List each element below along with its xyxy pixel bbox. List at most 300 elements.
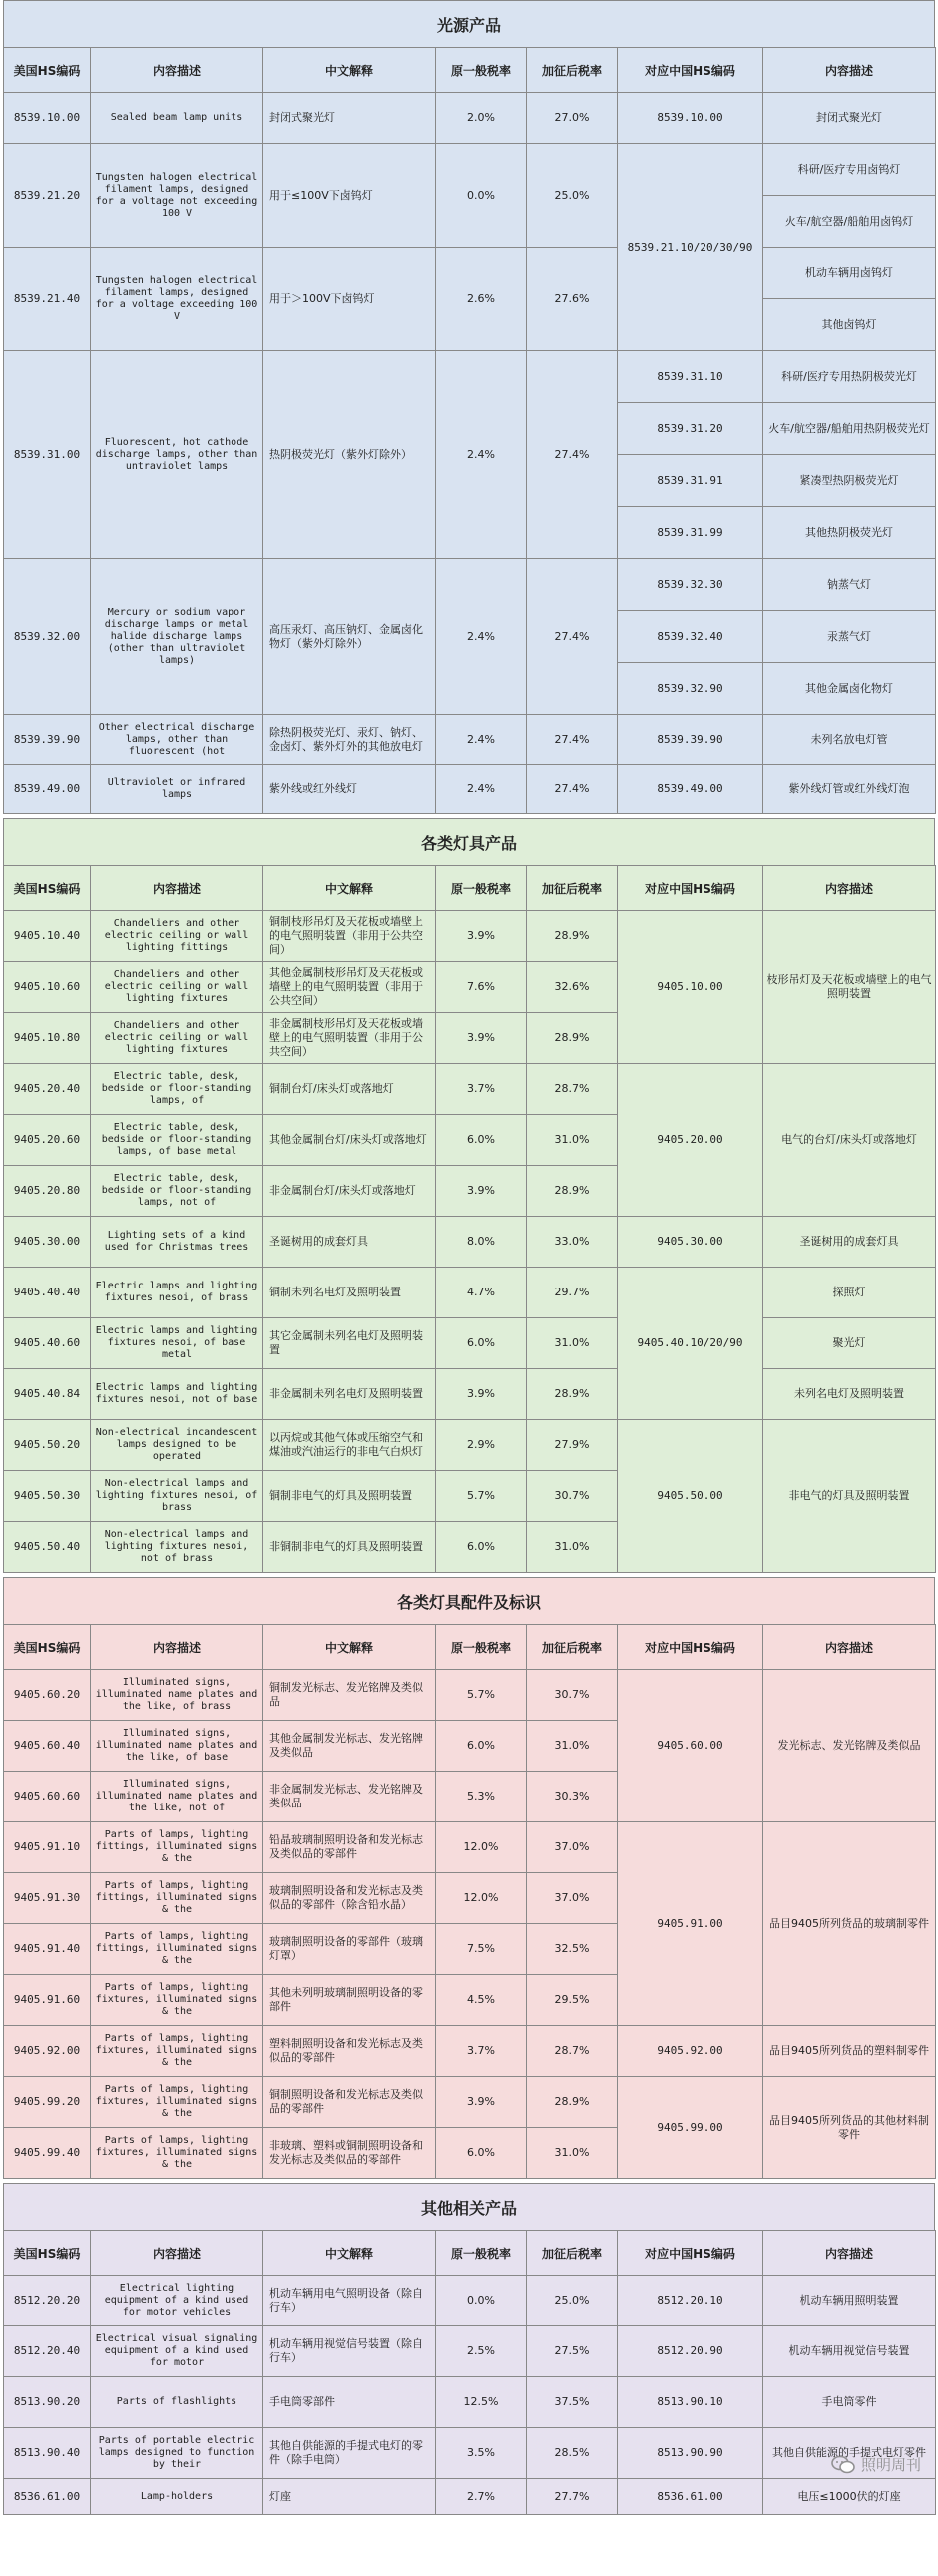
- header-new-rate: 加征后税率: [527, 1625, 618, 1670]
- us-hs-code: 9405.40.40: [4, 1268, 91, 1318]
- table-row: [4, 715, 936, 765]
- new-rate: 28.9%: [527, 911, 618, 962]
- cn-expl: 用于＞100V下卤钨灯: [263, 248, 436, 351]
- cn-expl: 非金属制台灯/床头灯或落地灯: [263, 1166, 436, 1217]
- table-row: [4, 144, 936, 196]
- cn-expl: 其他金属制台灯/床头灯或落地灯: [263, 1115, 436, 1166]
- new-rate: 27.5%: [527, 2326, 618, 2377]
- orig-rate: 3.9%: [436, 1013, 527, 1064]
- cn-expl: 铅晶玻璃制照明设备和发光标志及类似品的零部件: [263, 1822, 436, 1873]
- table-row: [4, 1318, 936, 1369]
- header-row: [4, 48, 936, 93]
- orig-rate: 12.0%: [436, 1822, 527, 1873]
- en-desc: Tungsten halogen electrical filament lamps, designed for a voltage exceeding 100 V: [91, 248, 263, 351]
- new-rate: 28.9%: [527, 2077, 618, 2128]
- cn-desc: 机动车辆用照明装置: [763, 2276, 936, 2326]
- en-desc: Chandeliers and other electric ceiling or wall lighting fixtures: [91, 1013, 263, 1064]
- cn-expl: 圣诞树用的成套灯具: [263, 1217, 436, 1268]
- new-rate: 31.0%: [527, 1522, 618, 1573]
- new-rate: 31.0%: [527, 1318, 618, 1369]
- header-desc: 内容描述: [91, 866, 263, 911]
- table-row: [4, 93, 936, 144]
- en-desc: Parts of lamps, lighting fittings, illuminated signs & the: [91, 1924, 263, 1975]
- us-hs-code: 9405.50.40: [4, 1522, 91, 1573]
- table-row: [4, 1268, 936, 1318]
- us-hs-code: 9405.20.60: [4, 1115, 91, 1166]
- header-desc: 内容描述: [91, 2231, 263, 2276]
- en-desc: Chandeliers and other electric ceiling or wall lighting fittings: [91, 911, 263, 962]
- en-desc: Parts of lamps, lighting fixtures, illuminated signs & the: [91, 2128, 263, 2179]
- cn-hs-code: 8539.10.00: [618, 93, 763, 144]
- header-cn-expl: 中文解释: [263, 1625, 436, 1670]
- us-hs-code: 9405.60.20: [4, 1670, 91, 1721]
- en-desc: Parts of lamps, lighting fittings, illuminated signs & the: [91, 1873, 263, 1924]
- cn-expl: 高压汞灯、高压钠灯、金属卤化物灯（紫外灯除外）: [263, 559, 436, 715]
- en-desc: Electric lamps and lighting fixtures nesoi, not of base: [91, 1369, 263, 1420]
- new-rate: 37.5%: [527, 2377, 618, 2428]
- new-rate: 28.9%: [527, 1013, 618, 1064]
- new-rate: 37.0%: [527, 1873, 618, 1924]
- en-desc: Lamp-holders: [91, 2479, 263, 2515]
- header-cn-desc: 内容描述: [763, 48, 936, 93]
- header-desc: 内容描述: [91, 48, 263, 93]
- header-cn-expl: 中文解释: [263, 48, 436, 93]
- orig-rate: 2.5%: [436, 2326, 527, 2377]
- cn-hs-code: 8539.31.99: [618, 507, 763, 559]
- cn-expl: 非铜制非电气的灯具及照明装置: [263, 1522, 436, 1573]
- cn-desc: 电气的台灯/床头灯或落地灯: [763, 1064, 936, 1217]
- cn-expl: 其它金属制未列名电灯及照明装置: [263, 1318, 436, 1369]
- orig-rate: 7.6%: [436, 962, 527, 1013]
- cn-expl: 铜制发光标志、发光铭牌及类似品: [263, 1670, 436, 1721]
- cn-desc: 钠蒸气灯: [763, 559, 936, 611]
- header-row: [4, 1625, 936, 1670]
- table-row: [4, 2026, 936, 2077]
- orig-rate: 6.0%: [436, 1522, 527, 1573]
- en-desc: Non-electrical incandescent lamps designed to be operated: [91, 1420, 263, 1471]
- orig-rate: 3.9%: [436, 1369, 527, 1420]
- new-rate: 29.5%: [527, 1975, 618, 2026]
- section-title: 其他相关产品: [3, 2183, 935, 2230]
- orig-rate: 4.7%: [436, 1268, 527, 1318]
- header-us-hs: 美国HS编码: [4, 2231, 91, 2276]
- en-desc: Ultraviolet or infrared lamps: [91, 765, 263, 814]
- cn-expl: 铜制照明设备和发光标志及类似品的零部件: [263, 2077, 436, 2128]
- cn-expl: 紫外线或红外线灯: [263, 765, 436, 814]
- cn-desc: 机动车辆用卤钨灯: [763, 248, 936, 299]
- en-desc: Other electrical discharge lamps, other than fluorescent (hot: [91, 715, 263, 765]
- header-orig-rate: 原一般税率: [436, 866, 527, 911]
- header-cn-desc: 内容描述: [763, 1625, 936, 1670]
- us-hs-code: 9405.99.20: [4, 2077, 91, 2128]
- cn-desc: 非电气的灯具及照明装置: [763, 1420, 936, 1573]
- us-hs-code: 9405.91.40: [4, 1924, 91, 1975]
- us-hs-code: 9405.40.60: [4, 1318, 91, 1369]
- en-desc: Parts of portable electric lamps designed to function by their: [91, 2428, 263, 2479]
- en-desc: Parts of lamps, lighting fittings, illuminated signs & the: [91, 1822, 263, 1873]
- cn-hs-code: 9405.91.00: [618, 1822, 763, 2026]
- cn-expl: 除热阴极荧光灯、汞灯、钠灯、金卤灯、紫外灯外的其他放电灯: [263, 715, 436, 765]
- us-hs-code: 8539.49.00: [4, 765, 91, 814]
- cn-expl: 铜制非电气的灯具及照明装置: [263, 1471, 436, 1522]
- en-desc: Parts of lamps, lighting fixtures, illuminated signs & the: [91, 2026, 263, 2077]
- section-other-products: [3, 2183, 935, 2515]
- new-rate: 32.5%: [527, 1924, 618, 1975]
- watermark: [831, 2454, 921, 2475]
- orig-rate: 3.9%: [436, 911, 527, 962]
- table-row: [4, 2377, 936, 2428]
- en-desc: Electric lamps and lighting fixtures nesoi, of brass: [91, 1268, 263, 1318]
- en-desc: Fluorescent, hot cathode discharge lamps, other than untraviolet lamps: [91, 351, 263, 559]
- cn-hs-code: 8513.90.10: [618, 2377, 763, 2428]
- cn-hs-code: 8539.49.00: [618, 765, 763, 814]
- en-desc: Parts of lamps, lighting fixtures, illuminated signs & the: [91, 1975, 263, 2026]
- table-row: [4, 2428, 936, 2479]
- en-desc: Sealed beam lamp units: [91, 93, 263, 144]
- cn-hs-code: 8539.32.30: [618, 559, 763, 611]
- cn-hs-code: 9405.20.00: [618, 1064, 763, 1217]
- us-hs-code: 8512.20.40: [4, 2326, 91, 2377]
- orig-rate: 6.0%: [436, 1115, 527, 1166]
- cn-desc: 其他自供能源的手提式电灯零件: [763, 2428, 936, 2479]
- section-lighting-fixtures: [3, 818, 935, 1573]
- cn-desc: 圣诞树用的成套灯具: [763, 1217, 936, 1268]
- table-row: [4, 2276, 936, 2326]
- new-rate: 31.0%: [527, 2128, 618, 2179]
- cn-expl: 非金属制枝形吊灯及天花板或墙壁上的电气照明装置（非用于公共空间）: [263, 1013, 436, 1064]
- cn-hs-code: 8539.21.10/20/30/90: [618, 144, 763, 351]
- orig-rate: 2.7%: [436, 2479, 527, 2515]
- header-cn-expl: 中文解释: [263, 866, 436, 911]
- new-rate: 27.4%: [527, 559, 618, 715]
- en-desc: Electric table, desk, bedside or floor-standing lamps, of: [91, 1064, 263, 1115]
- new-rate: 28.5%: [527, 2428, 618, 2479]
- orig-rate: 2.4%: [436, 351, 527, 559]
- cn-expl: 灯座: [263, 2479, 436, 2515]
- cn-hs-code: 8539.31.91: [618, 455, 763, 507]
- us-hs-code: 9405.92.00: [4, 2026, 91, 2077]
- new-rate: 28.9%: [527, 1369, 618, 1420]
- cn-expl: 塑料制照明设备和发光标志及类似品的零部件: [263, 2026, 436, 2077]
- table-row: [4, 2326, 936, 2377]
- us-hs-code: 8512.20.20: [4, 2276, 91, 2326]
- us-hs-code: 9405.60.40: [4, 1721, 91, 1772]
- new-rate: 30.3%: [527, 1772, 618, 1822]
- orig-rate: 2.4%: [436, 765, 527, 814]
- en-desc: Lighting sets of a kind used for Christmas trees: [91, 1217, 263, 1268]
- cn-desc: 品目9405所列货品的其他材料制零件: [763, 2077, 936, 2179]
- new-rate: 31.0%: [527, 1721, 618, 1772]
- cn-desc: 聚光灯: [763, 1318, 936, 1369]
- cn-desc: 未列名电灯及照明装置: [763, 1369, 936, 1420]
- new-rate: 37.0%: [527, 1822, 618, 1873]
- cn-desc: 汞蒸气灯: [763, 611, 936, 663]
- us-hs-code: 9405.60.60: [4, 1772, 91, 1822]
- table-row: [4, 765, 936, 814]
- us-hs-code: 9405.30.00: [4, 1217, 91, 1268]
- table-row: [4, 248, 936, 299]
- table-row: [4, 2479, 936, 2515]
- cn-expl: 机动车辆用视觉信号装置（除自行车）: [263, 2326, 436, 2377]
- en-desc: Parts of lamps, lighting fixtures, illuminated signs & the: [91, 2077, 263, 2128]
- header-cn-expl: 中文解释: [263, 2231, 436, 2276]
- cn-expl: 非玻璃、塑料或铜制照明设备和发光标志及类似品的零部件: [263, 2128, 436, 2179]
- cn-hs-code: 9405.30.00: [618, 1217, 763, 1268]
- us-hs-code: 9405.10.60: [4, 962, 91, 1013]
- new-rate: 27.9%: [527, 1420, 618, 1471]
- us-hs-code: 9405.50.30: [4, 1471, 91, 1522]
- en-desc: Electric table, desk, bedside or floor-standing lamps, not of: [91, 1166, 263, 1217]
- orig-rate: 2.4%: [436, 715, 527, 765]
- en-desc: Illuminated signs, illuminated name plates and the like, not of: [91, 1772, 263, 1822]
- us-hs-code: 8539.10.00: [4, 93, 91, 144]
- new-rate: 27.4%: [527, 351, 618, 559]
- us-hs-code: 9405.20.80: [4, 1166, 91, 1217]
- cn-expl: 以丙烷或其他气体或压缩空气和煤油或汽油运行的非电气白炽灯: [263, 1420, 436, 1471]
- orig-rate: 3.7%: [436, 1064, 527, 1115]
- us-hs-code: 9405.91.30: [4, 1873, 91, 1924]
- en-desc: Electrical visual signaling equipment of a kind used for motor: [91, 2326, 263, 2377]
- cn-desc: 其他热阴极荧光灯: [763, 507, 936, 559]
- en-desc: Tungsten halogen electrical filament lamps, designed for a voltage not exceeding 100 V: [91, 144, 263, 248]
- us-hs-code: 9405.50.20: [4, 1420, 91, 1471]
- orig-rate: 0.0%: [436, 2276, 527, 2326]
- cn-expl: 用于≤100V下卤钨灯: [263, 144, 436, 248]
- cn-expl: 热阴极荧光灯（紫外灯除外）: [263, 351, 436, 559]
- table-row: [4, 911, 936, 962]
- en-desc: Illuminated signs, illuminated name plates and the like, of brass: [91, 1670, 263, 1721]
- tariff-table: [3, 47, 936, 814]
- en-desc: Electric table, desk, bedside or floor-standing lamps, of base metal: [91, 1115, 263, 1166]
- cn-expl: 玻璃制照明设备和发光标志及类似品的零部件（除含铅水晶）: [263, 1873, 436, 1924]
- header-new-rate: 加征后税率: [527, 866, 618, 911]
- new-rate: 30.7%: [527, 1670, 618, 1721]
- orig-rate: 6.0%: [436, 2128, 527, 2179]
- header-orig-rate: 原一般税率: [436, 2231, 527, 2276]
- orig-rate: 0.0%: [436, 144, 527, 248]
- tariff-tables: [3, 0, 935, 2515]
- new-rate: 25.0%: [527, 144, 618, 248]
- watermark-text: 照明周刊: [860, 2456, 921, 2474]
- new-rate: 30.7%: [527, 1471, 618, 1522]
- cn-hs-code: 9405.10.00: [618, 911, 763, 1064]
- cn-desc: 电压≤1000伏的灯座: [763, 2479, 936, 2515]
- header-row: [4, 2231, 936, 2276]
- header-new-rate: 加征后税率: [527, 2231, 618, 2276]
- header-us-hs: 美国HS编码: [4, 866, 91, 911]
- cn-expl: 封闭式聚光灯: [263, 93, 436, 144]
- cn-expl: 机动车辆用电气照明设备（除自行车）: [263, 2276, 436, 2326]
- section-title: 光源产品: [3, 0, 935, 47]
- orig-rate: 3.9%: [436, 2077, 527, 2128]
- new-rate: 27.4%: [527, 715, 618, 765]
- cn-hs-code: 8536.61.00: [618, 2479, 763, 2515]
- en-desc: Electrical lighting equipment of a kind used for motor vehicles: [91, 2276, 263, 2326]
- cn-desc: 品目9405所列货品的塑料制零件: [763, 2026, 936, 2077]
- cn-desc: 手电筒零件: [763, 2377, 936, 2428]
- orig-rate: 7.5%: [436, 1924, 527, 1975]
- table-row: [4, 1217, 936, 1268]
- orig-rate: 3.5%: [436, 2428, 527, 2479]
- new-rate: 28.9%: [527, 1166, 618, 1217]
- new-rate: 27.0%: [527, 93, 618, 144]
- us-hs-code: 8539.31.00: [4, 351, 91, 559]
- header-cn-hs: 对应中国HS编码: [618, 1625, 763, 1670]
- en-desc: Non-electrical lamps and lighting fixtures nesoi, not of brass: [91, 1522, 263, 1573]
- cn-desc: 未列名放电灯管: [763, 715, 936, 765]
- orig-rate: 8.0%: [436, 1217, 527, 1268]
- cn-desc: 机动车辆用视觉信号装置: [763, 2326, 936, 2377]
- cn-expl: 非金属制未列名电灯及照明装置: [263, 1369, 436, 1420]
- cn-expl: 铜制未列名电灯及照明装置: [263, 1268, 436, 1318]
- cn-expl: 其他自供能源的手提式电灯的零件（除手电筒）: [263, 2428, 436, 2479]
- us-hs-code: 9405.10.80: [4, 1013, 91, 1064]
- section-parts-and-signs: [3, 1577, 935, 2179]
- us-hs-code: 8539.21.40: [4, 248, 91, 351]
- table-row: [4, 1670, 936, 1721]
- new-rate: 31.0%: [527, 1115, 618, 1166]
- new-rate: 25.0%: [527, 2276, 618, 2326]
- table-row: [4, 559, 936, 611]
- cn-desc: 紫外线灯管或红外线灯泡: [763, 765, 936, 814]
- us-hs-code: 8513.90.20: [4, 2377, 91, 2428]
- tariff-table: [3, 1624, 936, 2179]
- en-desc: Illuminated signs, illuminated name plates and the like, of base: [91, 1721, 263, 1772]
- orig-rate: 2.4%: [436, 559, 527, 715]
- header-us-hs: 美国HS编码: [4, 1625, 91, 1670]
- cn-hs-code: 9405.99.00: [618, 2077, 763, 2179]
- us-hs-code: 9405.91.10: [4, 1822, 91, 1873]
- cn-desc: 发光标志、发光铭牌及类似品: [763, 1670, 936, 1822]
- new-rate: 28.7%: [527, 1064, 618, 1115]
- en-desc: Electric lamps and lighting fixtures nesoi, of base metal: [91, 1318, 263, 1369]
- table-row: [4, 2077, 936, 2128]
- orig-rate: 5.7%: [436, 1471, 527, 1522]
- cn-expl: 铜制台灯/床头灯或落地灯: [263, 1064, 436, 1115]
- orig-rate: 6.0%: [436, 1721, 527, 1772]
- section-title: 各类灯具配件及标识: [3, 1577, 935, 1624]
- header-desc: 内容描述: [91, 1625, 263, 1670]
- header-orig-rate: 原一般税率: [436, 1625, 527, 1670]
- orig-rate: 5.7%: [436, 1670, 527, 1721]
- cn-hs-code: 8512.20.10: [618, 2276, 763, 2326]
- en-desc: Chandeliers and other electric ceiling or wall lighting fixtures: [91, 962, 263, 1013]
- wechat-icon: [831, 2455, 855, 2475]
- orig-rate: 2.0%: [436, 93, 527, 144]
- cn-hs-code: 8512.20.90: [618, 2326, 763, 2377]
- header-cn-desc: 内容描述: [763, 2231, 936, 2276]
- us-hs-code: 9405.40.84: [4, 1369, 91, 1420]
- cn-desc: 探照灯: [763, 1268, 936, 1318]
- cn-hs-code: 8539.32.90: [618, 663, 763, 715]
- cn-expl: 其他金属制发光标志、发光铭牌及类似品: [263, 1721, 436, 1772]
- us-hs-code: 9405.20.40: [4, 1064, 91, 1115]
- cn-desc: 科研/医疗专用热阴极荧光灯: [763, 351, 936, 403]
- orig-rate: 12.5%: [436, 2377, 527, 2428]
- table-row: [4, 1064, 936, 1115]
- cn-desc: 火车/航空器/船舶用热阴极荧光灯: [763, 403, 936, 455]
- cn-hs-code: 9405.40.10/20/90: [618, 1268, 763, 1420]
- new-rate: 27.6%: [527, 248, 618, 351]
- header-row: [4, 866, 936, 911]
- cn-hs-code: 8539.31.20: [618, 403, 763, 455]
- cn-hs-code: 9405.92.00: [618, 2026, 763, 2077]
- cn-expl: 其他未列明玻璃制照明设备的零部件: [263, 1975, 436, 2026]
- orig-rate: 5.3%: [436, 1772, 527, 1822]
- cn-hs-code: 8539.31.10: [618, 351, 763, 403]
- section-light-sources: [3, 0, 935, 814]
- header-us-hs: 美国HS编码: [4, 48, 91, 93]
- us-hs-code: 8536.61.00: [4, 2479, 91, 2515]
- table-row: [4, 1369, 936, 1420]
- table-row: [4, 351, 936, 403]
- cn-desc: 枝形吊灯及天花板或墙壁上的电气照明装置: [763, 911, 936, 1064]
- us-hs-code: 8539.32.00: [4, 559, 91, 715]
- cn-hs-code: 9405.60.00: [618, 1670, 763, 1822]
- us-hs-code: 9405.91.60: [4, 1975, 91, 2026]
- en-desc: Parts of flashlights: [91, 2377, 263, 2428]
- new-rate: 33.0%: [527, 1217, 618, 1268]
- new-rate: 32.6%: [527, 962, 618, 1013]
- orig-rate: 2.6%: [436, 248, 527, 351]
- header-cn-hs: 对应中国HS编码: [618, 2231, 763, 2276]
- orig-rate: 4.5%: [436, 1975, 527, 2026]
- cn-expl: 铜制枝形吊灯及天花板或墙壁上的电气照明装置（非用于公共空间）: [263, 911, 436, 962]
- cn-hs-code: 8513.90.90: [618, 2428, 763, 2479]
- us-hs-code: 9405.10.40: [4, 911, 91, 962]
- table-row: [4, 1420, 936, 1471]
- us-hs-code: 9405.99.40: [4, 2128, 91, 2179]
- cn-expl: 其他金属制枝形吊灯及天花板或墙壁上的电气照明装置（非用于公共空间）: [263, 962, 436, 1013]
- cn-desc: 其他金属卤化物灯: [763, 663, 936, 715]
- us-hs-code: 8539.21.20: [4, 144, 91, 248]
- cn-desc: 其他卤钨灯: [763, 299, 936, 351]
- orig-rate: 2.9%: [436, 1420, 527, 1471]
- new-rate: 28.7%: [527, 2026, 618, 2077]
- orig-rate: 3.9%: [436, 1166, 527, 1217]
- cn-desc: 品目9405所列货品的玻璃制零件: [763, 1822, 936, 2026]
- tariff-table: [3, 2230, 936, 2515]
- new-rate: 27.7%: [527, 2479, 618, 2515]
- section-title: 各类灯具产品: [3, 818, 935, 865]
- orig-rate: 6.0%: [436, 1318, 527, 1369]
- header-cn-hs: 对应中国HS编码: [618, 48, 763, 93]
- cn-desc: 封闭式聚光灯: [763, 93, 936, 144]
- new-rate: 29.7%: [527, 1268, 618, 1318]
- orig-rate: 3.7%: [436, 2026, 527, 2077]
- cn-desc: 科研/医疗专用卤钨灯: [763, 144, 936, 196]
- cn-expl: 非金属制发光标志、发光铭牌及类似品: [263, 1772, 436, 1822]
- tariff-table: [3, 865, 936, 1573]
- us-hs-code: 8539.39.90: [4, 715, 91, 765]
- en-desc: Mercury or sodium vapor discharge lamps or metal halide discharge lamps (other than ultraviolet lamps): [91, 559, 263, 715]
- cn-expl: 手电筒零部件: [263, 2377, 436, 2428]
- en-desc: Non-electrical lamps and lighting fixtures nesoi, of brass: [91, 1471, 263, 1522]
- cn-hs-code: 8539.39.90: [618, 715, 763, 765]
- cn-hs-code: 8539.32.40: [618, 611, 763, 663]
- cn-desc: 火车/航空器/船舶用卤钨灯: [763, 196, 936, 248]
- header-cn-hs: 对应中国HS编码: [618, 866, 763, 911]
- us-hs-code: 8513.90.40: [4, 2428, 91, 2479]
- table-row: [4, 1822, 936, 1873]
- cn-expl: 玻璃制照明设备的零部件（玻璃灯罩）: [263, 1924, 436, 1975]
- header-new-rate: 加征后税率: [527, 48, 618, 93]
- cn-hs-code: 9405.50.00: [618, 1420, 763, 1573]
- header-orig-rate: 原一般税率: [436, 48, 527, 93]
- cn-desc: 紧凑型热阴极荧光灯: [763, 455, 936, 507]
- new-rate: 27.4%: [527, 765, 618, 814]
- header-cn-desc: 内容描述: [763, 866, 936, 911]
